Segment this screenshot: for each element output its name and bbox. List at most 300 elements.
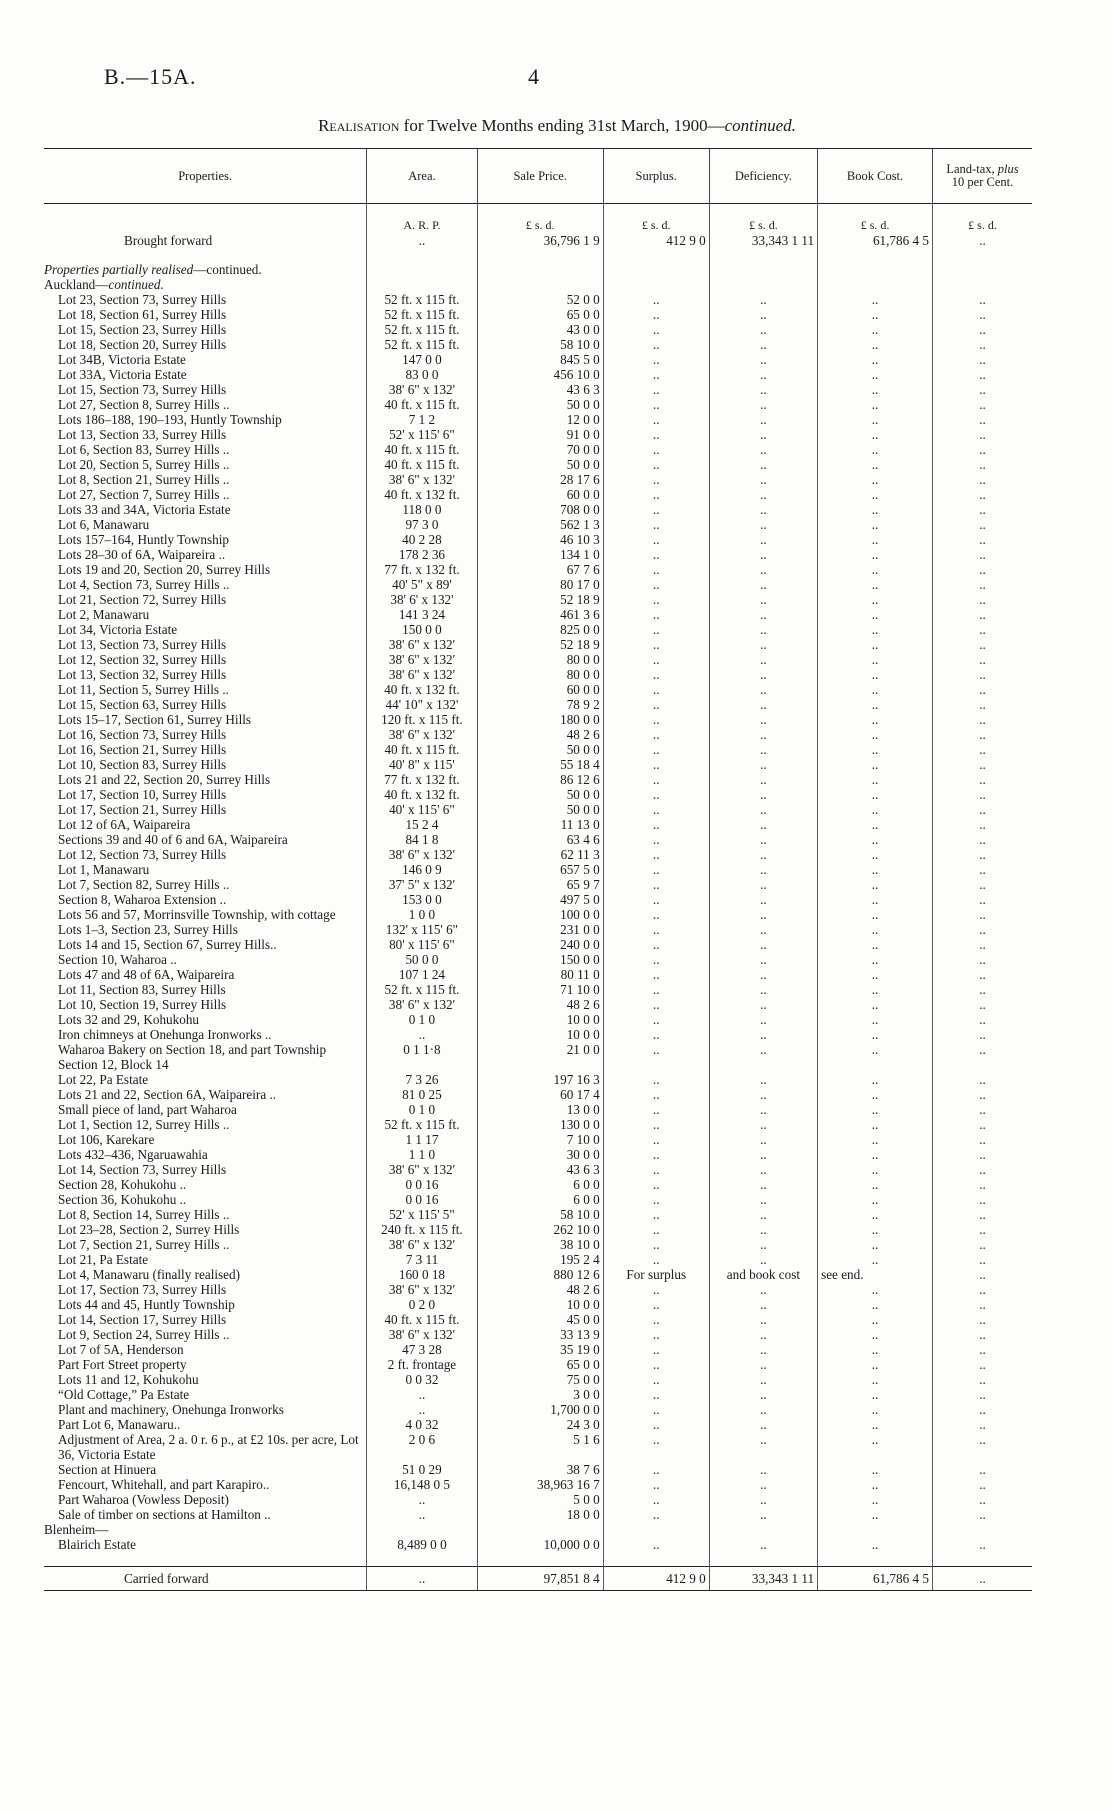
surplus-blank: .. — [603, 307, 709, 322]
deficiency-blank: .. — [709, 1252, 817, 1267]
property-name: Lot 18, Section 61, Surrey Hills — [58, 307, 227, 322]
table-row — [44, 1357, 1032, 1372]
book-cost-blank: .. — [818, 997, 933, 1012]
area-value: 178 2 36 — [367, 547, 478, 562]
sale-price-value: 497 5 0 — [477, 892, 603, 907]
col-book-cost: Book Cost. — [818, 149, 933, 204]
units-book: £ s. d. — [818, 204, 933, 234]
sale-price-value: 38 10 0 — [477, 1237, 603, 1252]
deficiency-blank: .. — [709, 607, 817, 622]
surplus-blank: .. — [603, 787, 709, 802]
sale-price-value: 6 0 0 — [477, 1177, 603, 1192]
surplus-blank: .. — [603, 802, 709, 817]
surplus-blank: .. — [603, 397, 709, 412]
surplus-blank: .. — [603, 577, 709, 592]
table-row — [44, 1432, 1032, 1462]
col-surplus: Surplus. — [603, 149, 709, 204]
land-tax-blank: .. — [932, 982, 1032, 997]
sale-price-value: 65 9 7 — [477, 877, 603, 892]
surplus-blank: .. — [603, 352, 709, 367]
land-tax-blank: .. — [932, 1222, 1032, 1237]
area-value: 0 0 16 — [367, 1192, 478, 1207]
land-tax-blank: .. — [932, 697, 1032, 712]
sale-price-value: 33 13 9 — [477, 1327, 603, 1342]
sale-price-value: 50 0 0 — [477, 787, 603, 802]
book-cost-blank: .. — [818, 967, 933, 982]
surplus-blank: .. — [603, 1042, 709, 1072]
property-name: Lot 15, Section 23, Surrey Hills — [58, 322, 227, 337]
surplus-blank: .. — [603, 907, 709, 922]
land-tax-blank: .. — [932, 712, 1032, 727]
land-tax-blank: .. — [932, 1417, 1032, 1432]
table-row — [44, 937, 1032, 952]
surplus-blank: .. — [603, 1192, 709, 1207]
land-tax-blank: .. — [932, 457, 1032, 472]
land-tax-blank: .. — [932, 832, 1032, 847]
surplus-blank: .. — [603, 382, 709, 397]
property-name: Lot 6, Section 83, Surrey Hills .. — [58, 442, 230, 457]
header-row — [44, 149, 1032, 204]
units-row — [44, 204, 1032, 234]
brought-forward-label: Brought forward — [124, 233, 213, 248]
col-land-tax: Land-tax, plus 10 per Cent. — [932, 149, 1032, 204]
property-name: Lot 1, Section 12, Surrey Hills .. — [58, 1117, 230, 1132]
deficiency-blank: .. — [709, 1282, 817, 1297]
sale-price-value: 12 0 0 — [477, 412, 603, 427]
deficiency-blank: .. — [709, 1177, 817, 1192]
deficiency-blank: .. — [709, 1477, 817, 1492]
sale-price-value: 3 0 0 — [477, 1387, 603, 1402]
area-value: 81 0 25 — [367, 1087, 478, 1102]
land-tax-blank: .. — [932, 607, 1032, 622]
land-tax-blank: .. — [932, 367, 1032, 382]
book-cost-blank: .. — [818, 292, 933, 307]
book-cost-blank: .. — [818, 1192, 933, 1207]
deficiency-blank: .. — [709, 1237, 817, 1252]
sale-price-value: 48 2 6 — [477, 727, 603, 742]
sale-price-value: 880 12 6 — [477, 1267, 603, 1282]
table-row — [44, 382, 1032, 397]
deficiency-blank: .. — [709, 712, 817, 727]
table-row — [44, 1042, 1032, 1072]
book-cost-blank: .. — [818, 382, 933, 397]
area-value: 38' 6" x 132' — [367, 997, 478, 1012]
book-cost-blank: .. — [818, 1207, 933, 1222]
sale-price-value: 43 6 3 — [477, 1162, 603, 1177]
sale-price-value: 456 10 0 — [477, 367, 603, 382]
property-name: Lot 11, Section 5, Surrey Hills .. — [58, 682, 229, 697]
property-name: Part Lot 6, Manawaru.. — [58, 1417, 181, 1432]
sale-price-value: 50 0 0 — [477, 397, 603, 412]
deficiency-blank: .. — [709, 907, 817, 922]
carried-forward-label: Carried forward — [44, 1567, 367, 1591]
surplus-blank: .. — [603, 427, 709, 442]
table-row — [44, 592, 1032, 607]
land-tax-blank: .. — [932, 1207, 1032, 1222]
surplus-blank: .. — [603, 757, 709, 772]
land-tax-blank: .. — [932, 1192, 1032, 1207]
property-name: Lots 44 and 45, Huntly Township — [58, 1297, 235, 1312]
surplus-blank: .. — [603, 1012, 709, 1027]
sale-price-value: 38 7 6 — [477, 1462, 603, 1477]
deficiency-blank: .. — [709, 457, 817, 472]
book-cost-blank: .. — [818, 472, 933, 487]
deficiency-blank: .. — [709, 1372, 817, 1387]
land-tax-blank: .. — [932, 862, 1032, 877]
brought-forward-book: 61,786 4 5 — [818, 233, 933, 248]
area-value: 40 ft. x 115 ft. — [367, 742, 478, 757]
area-value: 1 1 17 — [367, 1132, 478, 1147]
col-area: Area. — [367, 149, 478, 204]
land-tax-blank: .. — [932, 907, 1032, 922]
land-tax-blank: .. — [932, 442, 1032, 457]
sale-price-value: 43 0 0 — [477, 322, 603, 337]
land-tax-blank: .. — [932, 667, 1032, 682]
sale-price-value: 67 7 6 — [477, 562, 603, 577]
sale-price-value: 461 3 6 — [477, 607, 603, 622]
deficiency-blank: .. — [709, 367, 817, 382]
units-deficiency: £ s. d. — [709, 204, 817, 234]
land-tax-blank: .. — [932, 1027, 1032, 1042]
table-row — [44, 712, 1032, 727]
book-cost-blank: .. — [818, 502, 933, 517]
property-name: Section 10, Waharoa .. — [58, 952, 177, 967]
deficiency-blank: .. — [709, 1297, 817, 1312]
land-tax-blank: .. — [932, 937, 1032, 952]
area-value: 107 1 24 — [367, 967, 478, 982]
table-row — [44, 952, 1032, 967]
area-value: 0 0 32 — [367, 1372, 478, 1387]
sale-price-value: 52 18 9 — [477, 637, 603, 652]
table-row — [44, 772, 1032, 787]
area-value: 44' 10" x 132' — [367, 697, 478, 712]
land-tax-blank: .. — [932, 637, 1032, 652]
units-surplus: £ s. d. — [603, 204, 709, 234]
deficiency-blank: .. — [709, 352, 817, 367]
sale-price-value: 50 0 0 — [477, 457, 603, 472]
deficiency-blank: .. — [709, 1327, 817, 1342]
book-cost-blank: .. — [818, 682, 933, 697]
property-name: Lot 15, Section 63, Surrey Hills — [58, 697, 227, 712]
property-name: Sale of timber on sections at Hamilton .. — [58, 1507, 271, 1522]
area-value: 7 3 26 — [367, 1072, 478, 1087]
table-row — [44, 697, 1032, 712]
area-value: 2 0 6 — [367, 1432, 478, 1462]
land-tax-blank: .. — [932, 1012, 1032, 1027]
area-value: 4 0 32 — [367, 1417, 478, 1432]
table-row — [44, 502, 1032, 517]
table-row — [44, 1372, 1032, 1387]
area-value: 40 ft. x 115 ft. — [367, 457, 478, 472]
deficiency-blank: .. — [709, 1492, 817, 1507]
surplus-blank: .. — [603, 1342, 709, 1357]
surplus-blank: .. — [603, 667, 709, 682]
sale-price-value: 180 0 0 — [477, 712, 603, 727]
surplus-blank: .. — [603, 1132, 709, 1147]
sale-price-value: 845 5 0 — [477, 352, 603, 367]
sale-price-value: 48 2 6 — [477, 1282, 603, 1297]
book-cost-blank: .. — [818, 487, 933, 502]
area-value: 40' 5" x 89' — [367, 577, 478, 592]
book-cost-blank: .. — [818, 1387, 933, 1402]
table-row — [44, 1537, 1032, 1552]
property-name: Lots 21 and 22, Section 20, Surrey Hills — [58, 772, 271, 787]
land-tax-blank: .. — [932, 382, 1032, 397]
surplus-blank: .. — [603, 847, 709, 862]
deficiency-blank: .. — [709, 697, 817, 712]
book-cost-blank: .. — [818, 1357, 933, 1372]
table-row — [44, 1267, 1032, 1282]
table-row — [44, 967, 1032, 982]
surplus-blank: .. — [603, 1387, 709, 1402]
carried-forward-deficiency: 33,343 1 11 — [709, 1567, 817, 1591]
sale-price-value: 35 19 0 — [477, 1342, 603, 1357]
surplus-blank: .. — [603, 727, 709, 742]
table-row — [44, 1297, 1032, 1312]
property-name: Lot 34B, Victoria Estate — [58, 352, 186, 367]
property-name: Section at Hinuera — [58, 1462, 157, 1477]
surplus-blank: .. — [603, 1252, 709, 1267]
deficiency-blank: .. — [709, 682, 817, 697]
deficiency-blank: .. — [709, 412, 817, 427]
surplus-blank: .. — [603, 1477, 709, 1492]
sale-price-value: 18 0 0 — [477, 1507, 603, 1522]
sale-price-value: 130 0 0 — [477, 1117, 603, 1132]
table-row — [44, 1072, 1032, 1087]
deficiency-blank: .. — [709, 832, 817, 847]
sale-price-value: 5 1 6 — [477, 1432, 603, 1462]
deficiency-blank: .. — [709, 1537, 817, 1552]
book-cost-blank: .. — [818, 892, 933, 907]
property-name: Lots 33 and 34A, Victoria Estate — [58, 502, 231, 517]
property-name: Lots 28–30 of 6A, Waipareira .. — [58, 547, 226, 562]
surplus-blank: .. — [603, 337, 709, 352]
title-main: for Twelve Months ending 31st March, 1900— — [399, 116, 725, 135]
surplus-blank: .. — [603, 412, 709, 427]
book-cost-blank: .. — [818, 772, 933, 787]
area-value: 132' x 115' 6" — [367, 922, 478, 937]
land-tax-blank: .. — [932, 1462, 1032, 1477]
region-row — [44, 277, 1032, 292]
area-value: 38' 6' x 132' — [367, 592, 478, 607]
property-name: Lot 18, Section 20, Surrey Hills — [58, 337, 227, 352]
brought-forward-deficiency: 33,343 1 11 — [709, 233, 817, 248]
property-name: Lot 7 of 5A, Henderson — [58, 1342, 184, 1357]
sale-price-value: 48 2 6 — [477, 997, 603, 1012]
book-cost-blank: .. — [818, 1222, 933, 1237]
land-tax-blank: .. — [932, 1342, 1032, 1357]
region-auckland: Auckland—continued. — [44, 277, 164, 292]
table-row — [44, 1192, 1032, 1207]
sale-price-value: 197 16 3 — [477, 1072, 603, 1087]
table-row — [44, 847, 1032, 862]
deficiency-blank: .. — [709, 1222, 817, 1237]
book-cost-blank: .. — [818, 1327, 933, 1342]
book-cost-blank: .. — [818, 712, 933, 727]
area-value: 240 ft. x 115 ft. — [367, 1222, 478, 1237]
surplus-blank: .. — [603, 517, 709, 532]
land-tax-blank: .. — [932, 397, 1032, 412]
book-cost-blank: .. — [818, 1087, 933, 1102]
area-value: 40' x 115' 6" — [367, 802, 478, 817]
book-cost-blank: .. — [818, 937, 933, 952]
sale-price-value: 657 5 0 — [477, 862, 603, 877]
sale-price-value: 60 0 0 — [477, 487, 603, 502]
book-cost-blank: .. — [818, 532, 933, 547]
table-row — [44, 907, 1032, 922]
sale-price-value: 134 1 0 — [477, 547, 603, 562]
sale-price-value: 45 0 0 — [477, 1312, 603, 1327]
deficiency-blank: .. — [709, 637, 817, 652]
table-row — [44, 637, 1032, 652]
land-tax-blank: .. — [932, 562, 1032, 577]
book-cost-blank: .. — [818, 877, 933, 892]
surplus-blank: .. — [603, 772, 709, 787]
area-value: 120 ft. x 115 ft. — [367, 712, 478, 727]
book-cost-blank: .. — [818, 1027, 933, 1042]
deficiency-blank: .. — [709, 727, 817, 742]
deficiency-blank: .. — [709, 472, 817, 487]
area-value: 77 ft. x 132 ft. — [367, 772, 478, 787]
property-name: Lot 20, Section 5, Surrey Hills .. — [58, 457, 230, 472]
book-cost-blank: .. — [818, 1042, 933, 1072]
land-tax-blank: .. — [932, 817, 1032, 832]
surplus-blank: .. — [603, 442, 709, 457]
property-name: Lots 32 and 29, Kohukohu — [58, 1012, 200, 1027]
area-value: 52 ft. x 115 ft. — [367, 322, 478, 337]
land-tax-blank: .. — [932, 772, 1032, 787]
sale-price-value: 55 18 4 — [477, 757, 603, 772]
book-cost-blank: .. — [818, 1012, 933, 1027]
land-tax-blank: .. — [932, 727, 1032, 742]
table-row — [44, 727, 1032, 742]
deficiency-blank: .. — [709, 1192, 817, 1207]
deficiency-blank: .. — [709, 772, 817, 787]
property-name: Lot 27, Section 8, Surrey Hills .. — [58, 397, 230, 412]
property-name: Part Fort Street property — [58, 1357, 187, 1372]
book-cost-blank: .. — [818, 1492, 933, 1507]
surplus-blank: .. — [603, 1162, 709, 1177]
table-row — [44, 517, 1032, 532]
area-value: 153 0 0 — [367, 892, 478, 907]
book-cost-blank: .. — [818, 457, 933, 472]
deficiency-blank: .. — [709, 1507, 817, 1522]
area-value: 147 0 0 — [367, 352, 478, 367]
table-row — [44, 457, 1032, 472]
book-cost-blank: .. — [818, 727, 933, 742]
table-row — [44, 1162, 1032, 1177]
deficiency-blank: .. — [709, 1162, 817, 1177]
property-name: Lot 10, Section 19, Surrey Hills — [58, 997, 227, 1012]
surplus-blank: .. — [603, 607, 709, 622]
sale-price-value: 62 11 3 — [477, 847, 603, 862]
sale-price-value: 80 0 0 — [477, 652, 603, 667]
table-row — [44, 307, 1032, 322]
book-cost-blank: .. — [818, 1312, 933, 1327]
book-cost-blank: .. — [818, 1237, 933, 1252]
table-row — [44, 1507, 1032, 1522]
surplus-blank: .. — [603, 1417, 709, 1432]
property-name: Lot 27, Section 7, Surrey Hills .. — [58, 487, 230, 502]
surplus-blank: .. — [603, 922, 709, 937]
deficiency-blank: .. — [709, 487, 817, 502]
surplus-blank: .. — [603, 1537, 709, 1552]
sale-price-value: 46 10 3 — [477, 532, 603, 547]
land-tax-blank: .. — [932, 337, 1032, 352]
sale-price-value: 43 6 3 — [477, 382, 603, 397]
title-tail: continued. — [724, 116, 796, 135]
deficiency-blank: .. — [709, 847, 817, 862]
sale-price-value: 50 0 0 — [477, 802, 603, 817]
deficiency-blank: .. — [709, 952, 817, 967]
deficiency-blank: .. — [709, 892, 817, 907]
property-name: Small piece of land, part Waharoa — [58, 1102, 237, 1117]
deficiency-blank: .. — [709, 817, 817, 832]
sale-price-value: 13 0 0 — [477, 1102, 603, 1117]
book-cost-blank: .. — [818, 547, 933, 562]
book-cost-blank: .. — [818, 637, 933, 652]
sale-price-value: 28 17 6 — [477, 472, 603, 487]
property-name: Lot 17, Section 73, Surrey Hills — [58, 1282, 227, 1297]
area-value: 150 0 0 — [367, 622, 478, 637]
land-tax-blank: .. — [932, 1312, 1032, 1327]
land-tax-blank: .. — [932, 682, 1032, 697]
surplus-blank: .. — [603, 622, 709, 637]
area-value: 40 ft. x 115 ft. — [367, 397, 478, 412]
units-sale: £ s. d. — [477, 204, 603, 234]
area-value: 77 ft. x 132 ft. — [367, 562, 478, 577]
surplus-blank: .. — [603, 1222, 709, 1237]
property-name: Plant and machinery, Onehunga Ironworks — [58, 1402, 284, 1417]
property-name: Lots 432–436, Ngaruawahia — [58, 1147, 208, 1162]
deficiency-blank: .. — [709, 1102, 817, 1117]
property-name: Lot 21, Pa Estate — [58, 1252, 149, 1267]
table-row — [44, 442, 1032, 457]
table-row — [44, 1417, 1032, 1432]
land-tax-blank: .. — [932, 1477, 1032, 1492]
table-row — [44, 1132, 1032, 1147]
table-row — [44, 1312, 1032, 1327]
table-row — [44, 682, 1032, 697]
surplus-blank: .. — [603, 712, 709, 727]
property-name: Lot 33A, Victoria Estate — [58, 367, 187, 382]
area-value: .. — [367, 1387, 478, 1402]
area-value: 50 0 0 — [367, 952, 478, 967]
book-cost-blank: .. — [818, 577, 933, 592]
property-name: Lot 14, Section 73, Surrey Hills — [58, 1162, 227, 1177]
area-value: 40 2 28 — [367, 532, 478, 547]
sale-price-value: 7 10 0 — [477, 1132, 603, 1147]
surplus-blank: .. — [603, 1237, 709, 1252]
book-cost-blank: .. — [818, 307, 933, 322]
table-row — [44, 1147, 1032, 1162]
area-value: 38' 6" x 132' — [367, 1237, 478, 1252]
table-row — [44, 1477, 1032, 1492]
book-cost-blank: .. — [818, 1117, 933, 1132]
area-value: 40 ft. x 132 ft. — [367, 487, 478, 502]
deficiency-blank: .. — [709, 292, 817, 307]
sale-price-value: 38,963 16 7 — [477, 1477, 603, 1492]
book-cost-blank: .. — [818, 1102, 933, 1117]
area-value: 47 3 28 — [367, 1342, 478, 1357]
table-row — [44, 292, 1032, 307]
property-name: Fencourt, Whitehall, and part Karapiro.. — [58, 1477, 270, 1492]
property-name: Lot 12 of 6A, Waipareira — [58, 817, 191, 832]
table-row — [44, 472, 1032, 487]
realisation-table — [44, 148, 1032, 1591]
surplus-blank: .. — [603, 592, 709, 607]
table-row — [44, 352, 1032, 367]
